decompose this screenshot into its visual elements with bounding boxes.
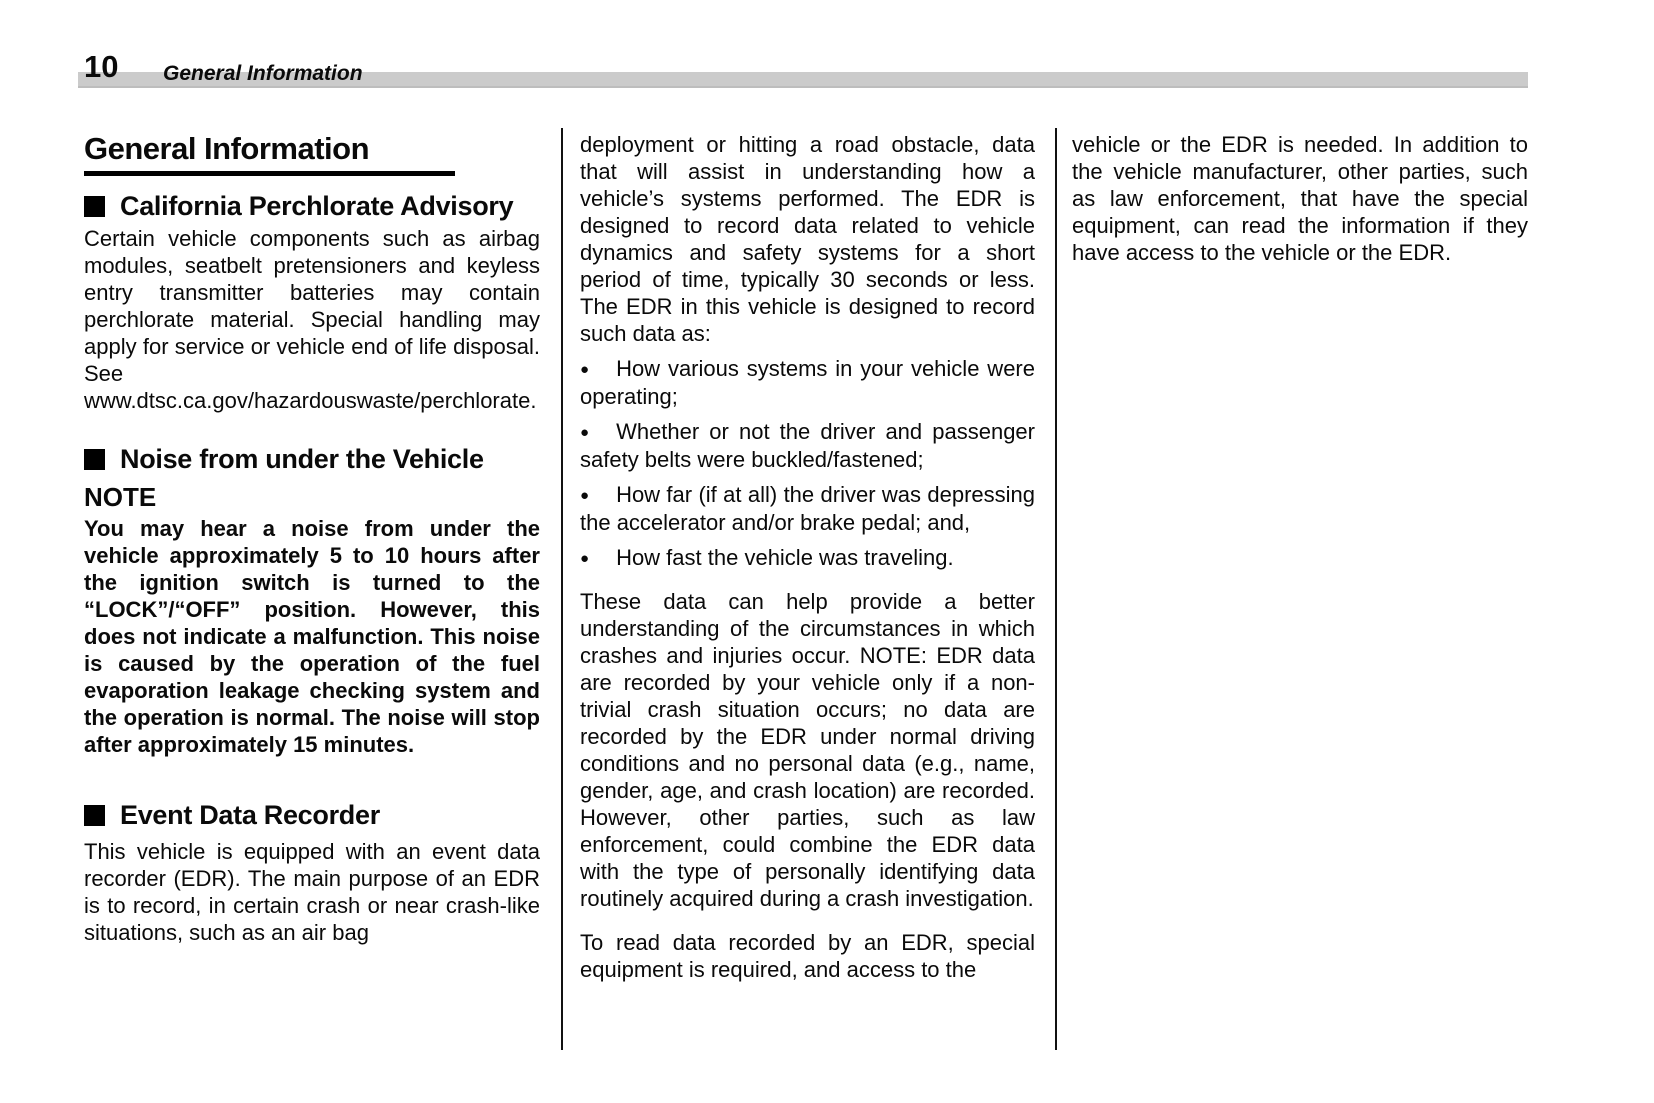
list-item (580, 418, 1035, 473)
paragraph-perchlorate-advisory: Certain vehicle components such as airbag modules, seatbelt pretensioners and keyless entry transmitter batteries may contain perchlorate material. Special handling may apply for service or vehicle end of life disposal. See www.dtsc.ca.gov/hazardouswaste/perchlorate. (84, 226, 540, 413)
section-heading-noise-under-vehicle (84, 442, 540, 476)
column-1 (84, 131, 540, 946)
paragraph-note-noise: You may hear a noise from under the vehicle approximately 5 to 10 hours after the ignition switch is turned to the “LOCK”/“OFF” position. However, this does not indicate a malfunction. This noise is caused by the operation of the fuel evaporation leakage checking system and the operation is normal. The noise will stop after approximately 15 minutes. (84, 516, 540, 757)
column-divider-right (1055, 128, 1057, 1050)
list-item (580, 544, 1035, 572)
header-title: General Information (163, 62, 363, 85)
paragraph-edr-data-use: These data can help provide a better understanding of the circumstances in which crashes and injuries occur. NOTE: EDR data are recorded by your vehicle only if a non-trivial crash situation occurs; no data are recorded by the EDR under normal driving conditions and no personal data (e.g., name, gender, age, and crash location) are recorded. However, other parties, such as law enforcement, could combine the EDR data with the type of personally identifying data routinely acquired during a crash investigation. (580, 589, 1035, 911)
title-underline (84, 171, 455, 176)
column-divider-left (561, 128, 563, 1050)
section-marker-icon (84, 449, 105, 470)
section-heading-california-perchlorate-advisory (84, 189, 540, 223)
section-heading-event-data-recorder (84, 798, 540, 832)
section-marker-icon (84, 196, 105, 217)
paragraph-edr-intro: This vehicle is equipped with an event data recorder (EDR). The main purpose of an EDR is to record, in certain crash or near crash-like situations, such as an air bag (84, 839, 540, 945)
paragraph-edr-read-access: To read data recorded by an EDR, special equipment is required, and access to the (580, 930, 1035, 982)
bullet-dot-icon: ● (580, 424, 590, 441)
note-label: NOTE (84, 482, 157, 512)
list-item-text: How fast the vehicle was traveling. (616, 545, 954, 570)
column-2 (580, 131, 1035, 983)
paragraph-edr-continued: deployment or hitting a road obstacle, data that will assist in understanding how a vehicle’s systems performed. The EDR is designed to record data related to vehicle dynamics and safety systems for a short period of time, typically 30 seconds or less. The EDR in this vehicle is designed to record such data as: (580, 132, 1035, 346)
page-title: General Information (84, 131, 370, 166)
bullet-dot-icon: ● (580, 487, 590, 504)
list-item-text: How far (if at all) the driver was depressing the accelerator and/or brake pedal; and, (580, 482, 1035, 535)
bullet-dot-icon: ● (580, 550, 590, 567)
section-heading-text: California Perchlorate Advisory (120, 191, 514, 221)
list-item-text: How various systems in your vehicle were operating; (580, 356, 1035, 409)
page-number: 10 (84, 49, 119, 84)
paragraph-edr-access-continued: vehicle or the EDR is needed. In addition to the vehicle manufacturer, other parties, such as law enforcement, that have the special equipment, can read the information if they have access to the vehicle or the EDR. (1072, 132, 1528, 265)
list-item (580, 355, 1035, 410)
bullet-dot-icon: ● (580, 361, 590, 378)
list-item (580, 481, 1035, 536)
section-heading-text: Event Data Recorder (120, 800, 380, 830)
section-marker-icon (84, 805, 105, 826)
list-item-text: Whether or not the driver and passenger safety belts were buckled/fastened; (580, 419, 1035, 472)
section-heading-text: Noise from under the Vehicle (120, 444, 484, 474)
column-3 (1072, 131, 1528, 266)
